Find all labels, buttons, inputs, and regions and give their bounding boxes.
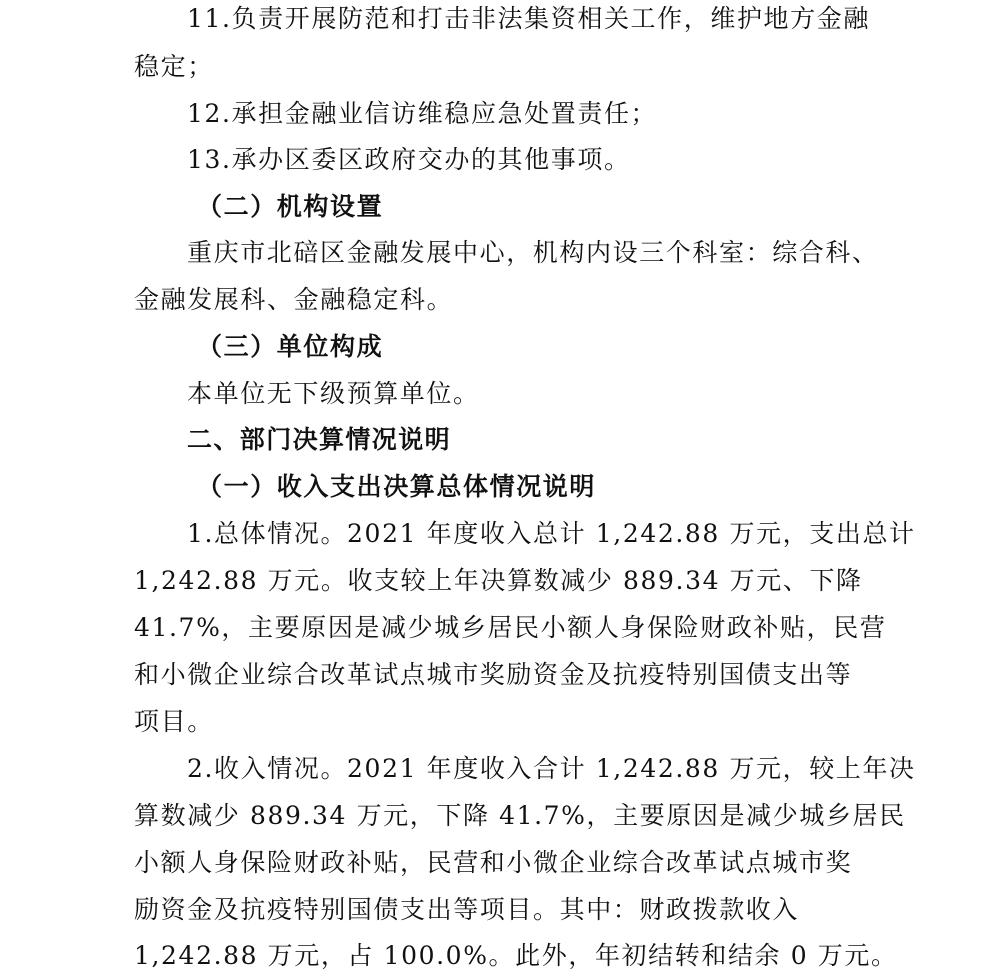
item-11-line-1: 11.负责开展防范和打击非法集资相关工作，维护地方金融: [187, 4, 870, 33]
overall-line-3: 41.7%，主要原因是减少城乡居民小额人身保险财政补贴，民营: [134, 613, 887, 642]
income-line-5: 1,242.88 万元，占 100.0%。此外，年初结转和结余 0 万元。: [134, 941, 898, 970]
section-2-1-heading: （一）收入支出决算总体情况说明: [197, 472, 597, 501]
overall-line-2: 1,242.88 万元。收支较上年决算数减少 889.34 万元、下降: [134, 566, 863, 595]
org-setup-line-2: 金融发展科、金融稳定科。: [134, 285, 454, 314]
item-12: 12.承担金融业信访维稳应急处置责任；: [187, 99, 658, 128]
section-org-setup-heading: （二）机构设置: [197, 192, 384, 221]
income-line-3: 小额人身保险财政补贴，民营和小微企业综合改革试点城市奖: [134, 848, 853, 877]
org-setup-line-1: 重庆市北碚区金融发展中心，机构内设三个科室：综合科、: [187, 238, 879, 267]
item-13: 13.承办区委区政府交办的其他事项。: [187, 145, 631, 174]
income-line-2: 算数减少 889.34 万元，下降 41.7%，主要原因是减少城乡居民: [134, 801, 906, 830]
unit-composition-text: 本单位无下级预算单位。: [187, 379, 480, 408]
income-line-4: 励资金及抗疫特别国债支出等项目。其中：财政拨款收入: [134, 895, 800, 924]
overall-line-4: 和小微企业综合改革试点城市奖励资金及抗疫特别国债支出等: [134, 660, 853, 689]
section-2-heading: 二、部门决算情况说明: [187, 425, 452, 454]
item-11-line-2: 稳定；: [134, 52, 214, 81]
section-unit-composition-heading: （三）单位构成: [197, 332, 384, 361]
overall-line-5: 项目。: [134, 707, 214, 736]
overall-line-1: 1.总体情况。2021 年度收入总计 1,242.88 万元，支出总计: [187, 519, 916, 548]
income-line-1: 2.收入情况。2021 年度收入合计 1,242.88 万元，较上年决: [187, 754, 916, 783]
